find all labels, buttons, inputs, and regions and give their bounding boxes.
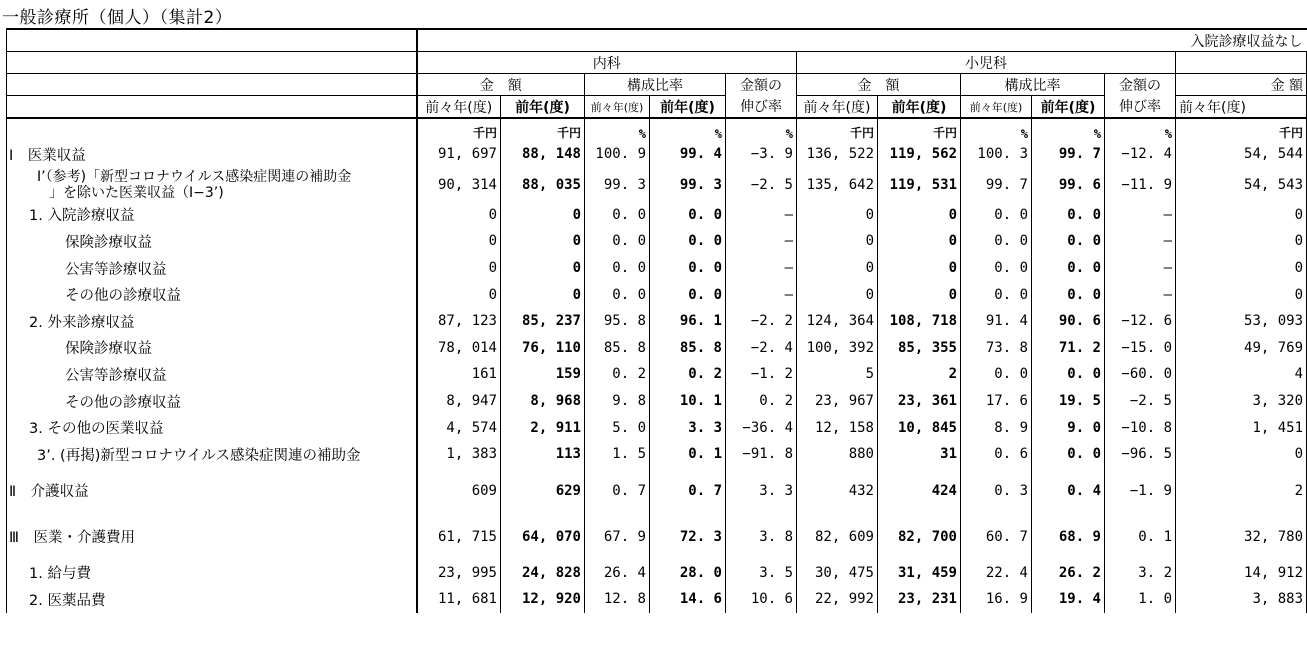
table-cell: 0. 1 bbox=[650, 441, 726, 468]
table-cell: 0. 7 bbox=[585, 468, 650, 514]
table-row bbox=[7, 202, 1307, 229]
table-row bbox=[7, 335, 1307, 362]
table-cell: 124, 364 bbox=[797, 308, 878, 335]
amount-header-partial: 金 額 bbox=[1176, 74, 1307, 96]
table-cell: 432 bbox=[797, 468, 878, 514]
table-cell: 0 bbox=[417, 281, 501, 308]
prev1-header: 前年(度) bbox=[1032, 96, 1105, 119]
table-cell: 8. 9 bbox=[961, 414, 1032, 441]
table-cell: 99. 7 bbox=[1032, 141, 1105, 168]
table-cell: 3, 883 bbox=[1176, 586, 1307, 613]
table-cell: 100. 3 bbox=[961, 141, 1032, 168]
header-blank-cell bbox=[7, 29, 417, 52]
row-label: 3. その他の医業収益 bbox=[7, 414, 417, 441]
table-cell: 0 bbox=[501, 255, 585, 282]
prev1-header: 前年(度) bbox=[501, 96, 585, 119]
table-cell: 87, 123 bbox=[417, 308, 501, 335]
row-label bbox=[7, 168, 417, 202]
table-row bbox=[7, 141, 1307, 168]
unit-cell: % bbox=[961, 118, 1032, 141]
unit-cell: % bbox=[726, 118, 797, 141]
amount-header: 金 額 bbox=[797, 74, 961, 96]
table-cell: — bbox=[726, 202, 797, 229]
table-cell: 609 bbox=[417, 468, 501, 514]
prev2-header: 前々年(度) bbox=[961, 96, 1032, 119]
table-row bbox=[7, 586, 1307, 613]
table-cell: 0. 0 bbox=[1032, 441, 1105, 468]
table-cell: 2, 911 bbox=[501, 414, 585, 441]
table-cell: −91. 8 bbox=[726, 441, 797, 468]
prev2-header: 前々年(度) bbox=[585, 96, 650, 119]
table-row bbox=[7, 441, 1307, 468]
table-cell: 135, 642 bbox=[797, 168, 878, 202]
table-cell: −60. 0 bbox=[1105, 361, 1176, 388]
table-cell: 54, 544 bbox=[1176, 141, 1307, 168]
statistics-table bbox=[6, 28, 1307, 613]
table-cell: 159 bbox=[501, 361, 585, 388]
row-label: Ⅱ 介護収益 bbox=[7, 468, 417, 514]
row-label: その他の診療収益 bbox=[7, 388, 417, 415]
table-cell: 0. 0 bbox=[961, 228, 1032, 255]
table-cell: 0 bbox=[417, 228, 501, 255]
amount-header: 金 額 bbox=[417, 74, 585, 96]
table-cell: 9. 0 bbox=[1032, 414, 1105, 441]
unit-cell: 千円 bbox=[878, 118, 961, 141]
table-cell: 91. 4 bbox=[961, 308, 1032, 335]
table-cell: 0. 2 bbox=[650, 361, 726, 388]
table-cell: — bbox=[726, 255, 797, 282]
table-cell: 10. 6 bbox=[726, 586, 797, 613]
table-cell: 99. 7 bbox=[961, 168, 1032, 202]
table-cell: 30, 475 bbox=[797, 560, 878, 587]
table-row bbox=[7, 281, 1307, 308]
table-cell: −1. 2 bbox=[726, 361, 797, 388]
row-label: 1. 給与費 bbox=[7, 560, 417, 587]
table-row bbox=[7, 388, 1307, 415]
table-cell: 0. 0 bbox=[585, 228, 650, 255]
table-cell: 0. 0 bbox=[1032, 202, 1105, 229]
table-cell: — bbox=[1105, 255, 1176, 282]
table-cell: 0 bbox=[417, 202, 501, 229]
row-label-line1: Ⅰ’（参考)「新型コロナウイルス感染症関連の補助金 bbox=[37, 168, 352, 185]
table-cell: 136, 522 bbox=[797, 141, 878, 168]
table-cell: 26. 2 bbox=[1032, 560, 1105, 587]
table-cell: 0 bbox=[797, 228, 878, 255]
table-cell: 53, 093 bbox=[1176, 308, 1307, 335]
table-cell: 10, 845 bbox=[878, 414, 961, 441]
table-cell: 0. 0 bbox=[650, 228, 726, 255]
unit-cell: % bbox=[1105, 118, 1176, 141]
table-cell: −10. 8 bbox=[1105, 414, 1176, 441]
table-cell: 71. 2 bbox=[1032, 335, 1105, 362]
table-cell: — bbox=[726, 281, 797, 308]
unit-cell: 千円 bbox=[797, 118, 878, 141]
table-cell: 19. 5 bbox=[1032, 388, 1105, 415]
table-cell: 31, 459 bbox=[878, 560, 961, 587]
row-label: 保険診療収益 bbox=[7, 228, 417, 255]
unit-cell: % bbox=[1032, 118, 1105, 141]
table-cell: 8, 947 bbox=[417, 388, 501, 415]
table-cell: 0. 2 bbox=[585, 361, 650, 388]
table-cell: −12. 6 bbox=[1105, 308, 1176, 335]
row-label: 保険診療収益 bbox=[7, 335, 417, 362]
table-cell: −3. 9 bbox=[726, 141, 797, 168]
table-cell: 0. 0 bbox=[961, 361, 1032, 388]
table-cell: 1. 5 bbox=[585, 441, 650, 468]
table-cell: 85, 237 bbox=[501, 308, 585, 335]
table-cell: 90, 314 bbox=[417, 168, 501, 202]
table-cell: 0 bbox=[797, 281, 878, 308]
table-cell: 3. 3 bbox=[726, 468, 797, 514]
table-cell: 0. 0 bbox=[585, 255, 650, 282]
table-cell: −15. 0 bbox=[1105, 335, 1176, 362]
table-cell: 629 bbox=[501, 468, 585, 514]
table-cell: 54, 543 bbox=[1176, 168, 1307, 202]
table-cell: 100, 392 bbox=[797, 335, 878, 362]
table-cell: 31 bbox=[878, 441, 961, 468]
unit-cell: % bbox=[585, 118, 650, 141]
table-cell: 8, 968 bbox=[501, 388, 585, 415]
table-cell: 0 bbox=[501, 202, 585, 229]
table-cell: 0. 0 bbox=[1032, 281, 1105, 308]
table-cell: 0 bbox=[878, 255, 961, 282]
table-cell: 78, 014 bbox=[417, 335, 501, 362]
group-header: 入院診療収益なし bbox=[417, 29, 1307, 52]
table-cell: 0 bbox=[797, 255, 878, 282]
table-cell: 3. 3 bbox=[650, 414, 726, 441]
table-cell: −11. 9 bbox=[1105, 168, 1176, 202]
table-cell: 108, 718 bbox=[878, 308, 961, 335]
table-cell: 0 bbox=[1176, 255, 1307, 282]
table-cell: 2 bbox=[878, 361, 961, 388]
table-cell: 424 bbox=[878, 468, 961, 514]
table-cell: 0. 1 bbox=[1105, 514, 1176, 560]
table-cell: −1. 9 bbox=[1105, 468, 1176, 514]
table-cell: 60. 7 bbox=[961, 514, 1032, 560]
table-cell: 19. 4 bbox=[1032, 586, 1105, 613]
prev1-header: 前年(度) bbox=[650, 96, 726, 119]
table-body bbox=[7, 118, 1307, 613]
table-cell: 2 bbox=[1176, 468, 1307, 514]
table-cell: 67. 9 bbox=[585, 514, 650, 560]
table-cell: −2. 4 bbox=[726, 335, 797, 362]
table-cell: 0. 7 bbox=[650, 468, 726, 514]
table-cell: 0. 0 bbox=[961, 255, 1032, 282]
table-cell: −96. 5 bbox=[1105, 441, 1176, 468]
table-cell: 113 bbox=[501, 441, 585, 468]
table-cell: −36. 4 bbox=[726, 414, 797, 441]
table-cell: 49, 769 bbox=[1176, 335, 1307, 362]
table-cell: 880 bbox=[797, 441, 878, 468]
table-cell: 0 bbox=[417, 255, 501, 282]
table-cell: 32, 780 bbox=[1176, 514, 1307, 560]
table-row bbox=[7, 168, 1307, 202]
table-cell: 5 bbox=[797, 361, 878, 388]
table-header bbox=[7, 29, 1307, 118]
table-cell: 82, 700 bbox=[878, 514, 961, 560]
table-row bbox=[7, 228, 1307, 255]
table-cell: 23, 361 bbox=[878, 388, 961, 415]
table-cell: 0 bbox=[501, 228, 585, 255]
table-cell: 119, 531 bbox=[878, 168, 961, 202]
table-row bbox=[7, 255, 1307, 282]
table-row bbox=[7, 361, 1307, 388]
table-cell: — bbox=[1105, 228, 1176, 255]
table-cell: −2. 5 bbox=[1105, 388, 1176, 415]
unit-cell: 千円 bbox=[1176, 118, 1307, 141]
table-cell: 22, 992 bbox=[797, 586, 878, 613]
table-cell: 3. 8 bbox=[726, 514, 797, 560]
table-cell: 0. 0 bbox=[1032, 255, 1105, 282]
table-cell: 23, 231 bbox=[878, 586, 961, 613]
table-cell: −2. 5 bbox=[726, 168, 797, 202]
growth-header-line2: 伸び率 bbox=[1105, 96, 1176, 119]
table-cell: 1, 451 bbox=[1176, 414, 1307, 441]
table-cell: 0. 0 bbox=[650, 281, 726, 308]
table-cell: 88, 035 bbox=[501, 168, 585, 202]
growth-header-line2: 伸び率 bbox=[726, 96, 797, 119]
table-cell: 100. 9 bbox=[585, 141, 650, 168]
table-cell: 4, 574 bbox=[417, 414, 501, 441]
table-cell: 1, 383 bbox=[417, 441, 501, 468]
table-cell: 16. 9 bbox=[961, 586, 1032, 613]
table-cell: 28. 0 bbox=[650, 560, 726, 587]
table-cell: 17. 6 bbox=[961, 388, 1032, 415]
table-cell: 23, 995 bbox=[417, 560, 501, 587]
department-header-internal: 内科 bbox=[417, 52, 797, 74]
table-cell: 0 bbox=[1176, 281, 1307, 308]
table-cell: 4 bbox=[1176, 361, 1307, 388]
table-cell: 0. 0 bbox=[585, 281, 650, 308]
table-cell: 0. 0 bbox=[650, 202, 726, 229]
row-label: その他の診療収益 bbox=[7, 281, 417, 308]
table-cell: 24, 828 bbox=[501, 560, 585, 587]
prev2-header: 前々年(度) bbox=[1176, 96, 1307, 119]
ratio-header: 構成比率 bbox=[585, 74, 726, 96]
row-label: 1. 入院診療収益 bbox=[7, 202, 417, 229]
prev1-header: 前年(度) bbox=[878, 96, 961, 119]
table-cell: 14. 6 bbox=[650, 586, 726, 613]
table-cell: 12, 920 bbox=[501, 586, 585, 613]
page-title: 一般診療所（個人）（集計2） bbox=[2, 8, 233, 28]
table-cell: 0. 0 bbox=[650, 255, 726, 282]
table-cell: 0. 6 bbox=[961, 441, 1032, 468]
table-cell: 99. 6 bbox=[1032, 168, 1105, 202]
row-label: 2. 外来診療収益 bbox=[7, 308, 417, 335]
table-cell: 99. 3 bbox=[650, 168, 726, 202]
table-cell: 0. 0 bbox=[1032, 228, 1105, 255]
unit-row bbox=[7, 118, 1307, 141]
table-cell: −2. 2 bbox=[726, 308, 797, 335]
table-cell: 76, 110 bbox=[501, 335, 585, 362]
table-cell: — bbox=[726, 228, 797, 255]
table-cell: 0 bbox=[501, 281, 585, 308]
row-label-line2: 」を除いた医業収益（Ⅰ−3’) bbox=[49, 184, 224, 201]
table-cell: 0 bbox=[878, 202, 961, 229]
row-label: 公害等診療収益 bbox=[7, 255, 417, 282]
table-cell: 91, 697 bbox=[417, 141, 501, 168]
table-cell: 72. 3 bbox=[650, 514, 726, 560]
table-cell: 90. 6 bbox=[1032, 308, 1105, 335]
table-cell: 61, 715 bbox=[417, 514, 501, 560]
table-cell: 0. 0 bbox=[961, 202, 1032, 229]
table-cell: 0. 0 bbox=[585, 202, 650, 229]
table-cell: 10. 1 bbox=[650, 388, 726, 415]
table-cell: 3. 2 bbox=[1105, 560, 1176, 587]
table-cell: 0 bbox=[1176, 441, 1307, 468]
table-cell: 0. 0 bbox=[961, 281, 1032, 308]
table-cell: 0 bbox=[878, 281, 961, 308]
ratio-header: 構成比率 bbox=[961, 74, 1105, 96]
table-cell: 73. 8 bbox=[961, 335, 1032, 362]
table-cell: 12, 158 bbox=[797, 414, 878, 441]
table-cell: 88, 148 bbox=[501, 141, 585, 168]
unit-cell: 千円 bbox=[417, 118, 501, 141]
table-cell: 0 bbox=[1176, 228, 1307, 255]
table-row bbox=[7, 514, 1307, 560]
table-cell: 23, 967 bbox=[797, 388, 878, 415]
table-cell: 11, 681 bbox=[417, 586, 501, 613]
row-label: 公害等診療収益 bbox=[7, 361, 417, 388]
growth-header: 金額の bbox=[726, 74, 797, 96]
table-row bbox=[7, 560, 1307, 587]
prev2-header: 前々年(度) bbox=[797, 96, 878, 119]
table-cell: 95. 8 bbox=[585, 308, 650, 335]
table-cell: 3. 5 bbox=[726, 560, 797, 587]
table-cell: 22. 4 bbox=[961, 560, 1032, 587]
prev2-header: 前々年(度) bbox=[417, 96, 501, 119]
row-label: Ⅲ 医業・介護費用 bbox=[7, 514, 417, 560]
table-cell: 0. 0 bbox=[1032, 361, 1105, 388]
table-cell: 64, 070 bbox=[501, 514, 585, 560]
table-cell: 12. 8 bbox=[585, 586, 650, 613]
table-cell: 85, 355 bbox=[878, 335, 961, 362]
table-cell: — bbox=[1105, 202, 1176, 229]
row-label: 2. 医薬品費 bbox=[7, 586, 417, 613]
table-cell: 1. 0 bbox=[1105, 586, 1176, 613]
table-cell: 85. 8 bbox=[585, 335, 650, 362]
table-row bbox=[7, 308, 1307, 335]
table-cell: 14, 912 bbox=[1176, 560, 1307, 587]
table-cell: 5. 0 bbox=[585, 414, 650, 441]
table-cell: 85. 8 bbox=[650, 335, 726, 362]
table-cell: 0 bbox=[1176, 202, 1307, 229]
table-cell: 99. 3 bbox=[585, 168, 650, 202]
unit-cell: 千円 bbox=[501, 118, 585, 141]
table-cell: — bbox=[1105, 281, 1176, 308]
department-header-pediatrics: 小児科 bbox=[797, 52, 1176, 74]
table-cell: 68. 9 bbox=[1032, 514, 1105, 560]
table-cell: 9. 8 bbox=[585, 388, 650, 415]
table-cell: 0. 3 bbox=[961, 468, 1032, 514]
table-cell: 26. 4 bbox=[585, 560, 650, 587]
table-cell: 3, 320 bbox=[1176, 388, 1307, 415]
table-cell: 0. 2 bbox=[726, 388, 797, 415]
table-cell: 0 bbox=[878, 228, 961, 255]
table-cell: 82, 609 bbox=[797, 514, 878, 560]
table-cell: −12. 4 bbox=[1105, 141, 1176, 168]
row-label: 3’. (再掲)新型コロナウイルス感染症関連の補助金 bbox=[7, 441, 417, 468]
table-row bbox=[7, 414, 1307, 441]
table-row bbox=[7, 468, 1307, 514]
unit-cell: % bbox=[650, 118, 726, 141]
table-cell: 99. 4 bbox=[650, 141, 726, 168]
table-cell: 0. 4 bbox=[1032, 468, 1105, 514]
table-cell: 161 bbox=[417, 361, 501, 388]
statistics-table-container bbox=[6, 28, 1306, 613]
row-label: Ⅰ 医業収益 bbox=[7, 141, 417, 168]
table-cell: 0 bbox=[797, 202, 878, 229]
table-cell: 96. 1 bbox=[650, 308, 726, 335]
table-cell: 119, 562 bbox=[878, 141, 961, 168]
growth-header: 金額の bbox=[1105, 74, 1176, 96]
